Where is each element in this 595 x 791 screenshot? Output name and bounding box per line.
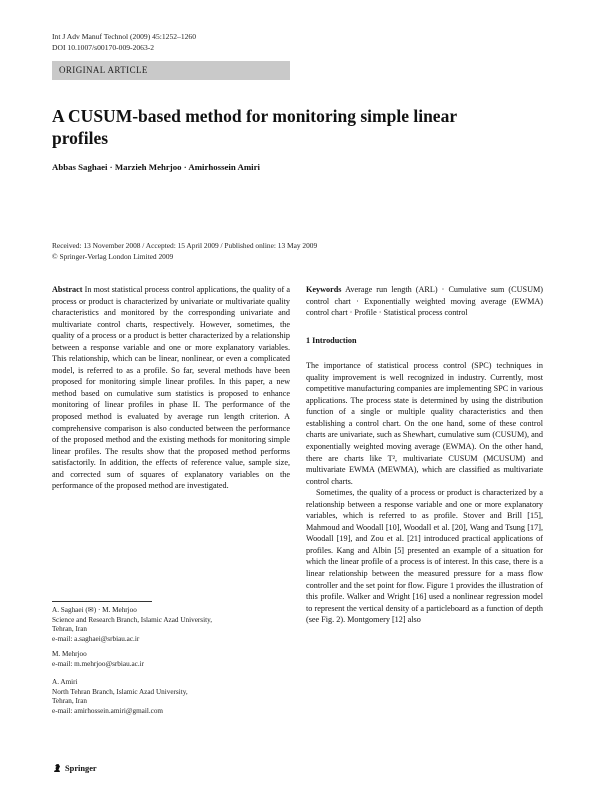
publisher-name: Springer xyxy=(65,763,97,773)
doi: DOI 10.1007/s00170-009-2063-2 xyxy=(52,43,155,52)
affiliation-city: Tehran, Iran xyxy=(52,625,88,634)
affiliation-block-3 xyxy=(52,678,290,716)
affiliation-email[interactable]: e-mail: m.mehrjoo@srbiau.ac.ir xyxy=(52,659,145,668)
paper-title: A CUSUM-based method for monitoring simple linear profiles xyxy=(52,106,457,148)
intro-paragraph-2: Sometimes, the quality of a process or product is characterized by a relationship between a response variable and one or more explanatory variables, which is referred to as profile. Stover and Brill [15], Mahmoud and Woodall [10], Woodall et al. [20], Wang and Tsung [17], Woodall [19], and Zou et al. [21] introduced practical applications of profiles. Kang and Albin [5] presented an example of a situation for which the linear profile of a process is of interest. In this case, there is a linear relationship between the measured pressure for a mass flow controller and the set point for flow. Figure 1 provides the illustration of this profile. Walker and Wright [16] used a nonlinear regression model to represent the vertical density of a particleboard as a function of depth (see Fig. 2). Montgomery [12] also xyxy=(306,488,543,625)
affiliation-institution: Science and Research Branch, Islamic Azad University, xyxy=(52,615,212,624)
affiliation-email[interactable]: e-mail: amirhossein.amiri@gmail.com xyxy=(52,706,164,715)
right-column xyxy=(306,284,543,626)
affiliation-block-2 xyxy=(52,650,290,669)
affiliation-name: M. Mehrjoo xyxy=(52,650,87,658)
affiliation-city: Tehran, Iran xyxy=(52,697,88,706)
article-type-label: ORIGINAL ARTICLE xyxy=(59,65,148,75)
abstract-text: In most statistical process control applications, the quality of a process or product is characterized by univariate or multivariate quality characteristics and monitored by the corresponding univariate and multivariate control charts, respectively. However, sometimes, the quality of a process or a product is better characterized by a relationship between a response variable and one or more explanatory variables. This relationship, which can be linear, nonlinear, or even a complicated model, is referred to as a profile. So far, several methods have been proposed for monitoring simple linear profiles. In this paper, a new method based on cumulative sum statistics is proposed to enhance monitoring of linear profiles in phase II. The performance of the proposed method is evaluated by average run length criterion. A comprehensive comparison is also conducted between the performance of the proposed method and the existing methods for monitoring simple linear profiles. The results show that the proposed method performs satisfactorily. In addition, the effects of reference value, sample size, and corrected sum of squares of explanatory variables on the performance of the proposed method are investigated. xyxy=(52,285,291,491)
affiliation-institution: North Tehran Branch, Islamic Azad University, xyxy=(52,687,188,696)
copyright-line: © Springer-Verlag London Limited 2009 xyxy=(52,251,174,261)
keywords-label: Keywords xyxy=(306,285,342,294)
received-line: Received: 13 November 2008 / Accepted: 15 April 2009 / Published online: 13 May 2009 xyxy=(52,241,318,250)
publication-dates xyxy=(52,241,317,262)
introduction-heading: 1 Introduction xyxy=(306,335,357,345)
journal-citation: Int J Adv Manuf Technol (2009) 45:1252–1260 xyxy=(52,32,197,41)
abstract-section xyxy=(52,284,290,492)
abstract-label: Abstract xyxy=(52,285,83,294)
publisher-footer xyxy=(52,763,97,773)
springer-knight-icon xyxy=(52,763,62,773)
abstract-paragraph xyxy=(52,284,290,492)
affiliation-names: A. Saghaei (✉) · M. Mehrjoo xyxy=(52,606,137,614)
keywords-text: Average run length (ARL) · Cumulative sum (CUSUM) control chart · Exponentially weighted moving average (EWMA) control chart · Profile · Statistical process control xyxy=(306,285,543,318)
footnote-divider xyxy=(52,601,152,602)
intro-paragraph-1: The importance of statistical process control (SPC) techniques in quality improvement is well recognized in industry. Currently, most competitive manufacturing companies are implementing SPC in various applications. The process state is determined by using the distribution function of a single or multiple quality characteristics and then establishing a control chart. On the one hand, some of these control charts are univariate, such as Shewhart, cumulative sum (CUSUM), and exponentially weighted moving average (EWMA). On the other hand, there are charts like T², multivariate CUSUM (MCUSUM) and multivariate EWMA (MEWMA), which are classified as multivariate control charts. xyxy=(306,361,543,486)
affiliation-email[interactable]: e-mail: a.saghaei@srbiau.ac.ir xyxy=(52,634,140,643)
keywords-paragraph xyxy=(306,284,543,319)
author-list: Abbas Saghaei · Marzieh Mehrjoo · Amirhossein Amiri xyxy=(52,162,260,172)
affiliation-block-1 xyxy=(52,606,290,644)
affiliation-name: A. Amiri xyxy=(52,678,78,686)
article-type-banner xyxy=(52,61,290,80)
journal-header xyxy=(52,31,196,53)
